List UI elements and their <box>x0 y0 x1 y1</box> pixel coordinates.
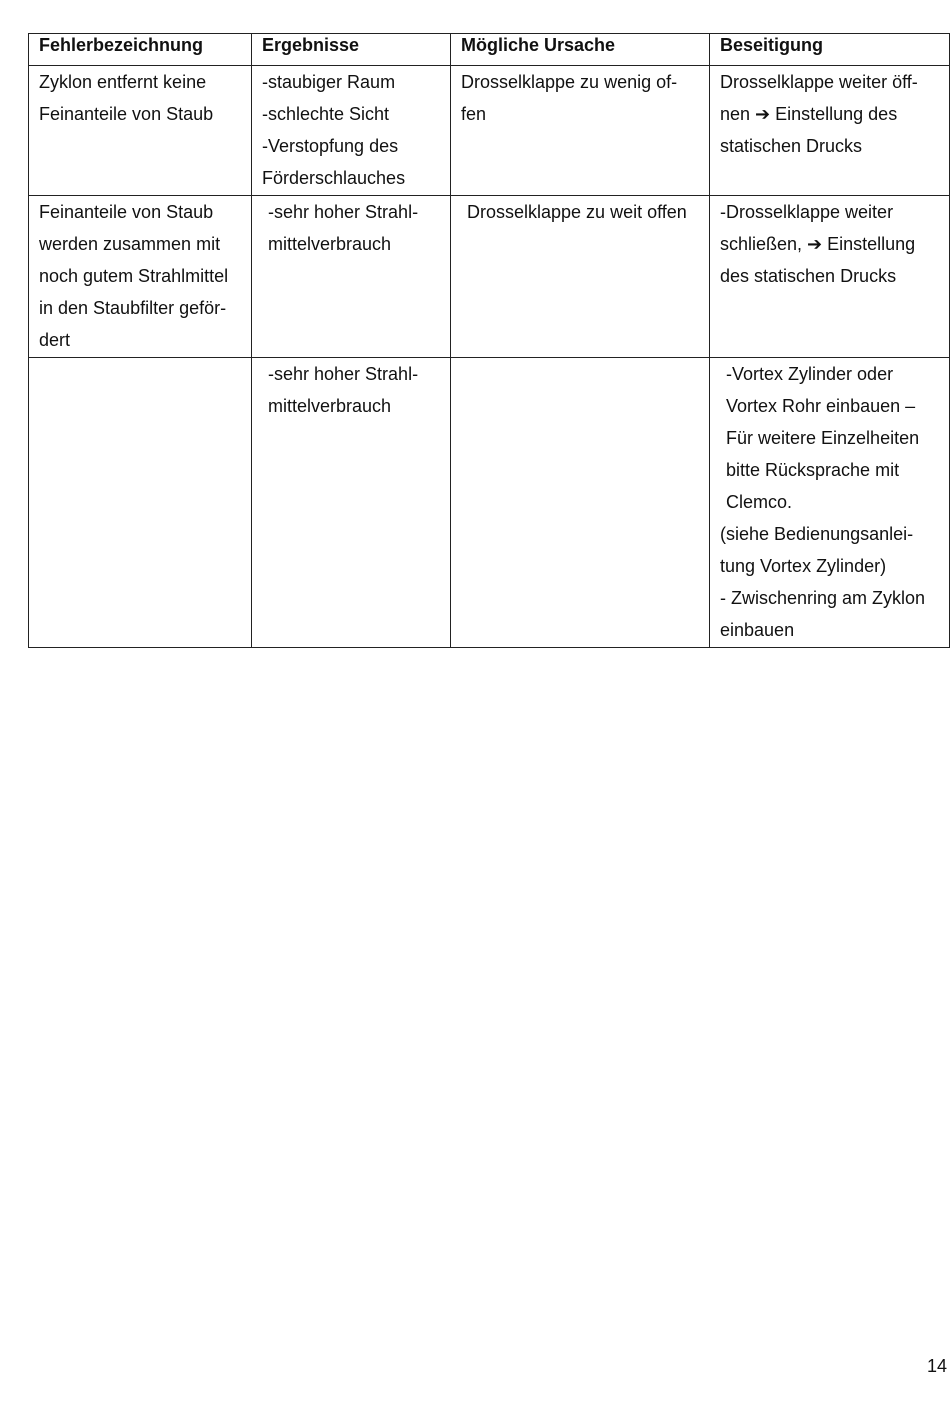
table-row <box>29 66 950 196</box>
cell-line: -staubiger Raum <box>262 72 396 92</box>
cell-line: Zyklon entfernt keine <box>39 72 207 92</box>
cell-line: Drosselklappe zu wenig of- <box>461 72 678 92</box>
cell-line: Drosselklappe zu weit offen <box>467 202 687 222</box>
cell-line: Feinanteile von Staub <box>39 104 214 124</box>
cell-line: noch gutem Strahlmittel <box>39 266 229 286</box>
page-number: 14 <box>926 1356 947 1376</box>
cell-ursache <box>451 196 710 358</box>
cell-fehler <box>29 66 252 196</box>
cell-line: nen ➔ Einstellung des <box>720 104 898 124</box>
header-fehlerbezeichnung: Fehlerbezeichnung <box>29 34 252 66</box>
cell-beseitigung <box>710 66 950 196</box>
cell-line: mittelverbrauch <box>268 396 392 416</box>
cell-line: dert <box>39 330 71 350</box>
table-row <box>29 358 950 648</box>
cell-line: Förderschlauches <box>262 168 406 188</box>
cell-line: fen <box>461 104 487 124</box>
cell-beseitigung <box>710 358 950 648</box>
troubleshooting-table <box>28 33 950 648</box>
cell-beseitigung <box>710 196 950 358</box>
cell-line: Drosselklappe weiter öff- <box>720 72 918 92</box>
cell-line: -sehr hoher Strahl- <box>268 364 419 384</box>
cell-line: in den Staubfilter geför- <box>39 298 227 318</box>
cell-line: -schlechte Sicht <box>262 104 390 124</box>
header-ergebnisse: Ergebnisse <box>252 34 451 66</box>
cell-line: werden zusammen mit <box>39 234 221 254</box>
cell-line: Für weitere Einzelheiten <box>726 428 920 448</box>
cell-line: einbauen <box>720 620 795 640</box>
cell-line: tung Vortex Zylinder) <box>720 556 887 576</box>
table-row <box>29 196 950 358</box>
cell-line: schließen, ➔ Einstellung <box>720 234 916 254</box>
cell-line: -Verstopfung des <box>262 136 399 156</box>
cell-fehler <box>29 196 252 358</box>
cell-line: mittelverbrauch <box>268 234 392 254</box>
cell-ursache <box>451 66 710 196</box>
cell-line: - Zwischenring am Zyklon <box>720 588 926 608</box>
cell-line: statischen Drucks <box>720 136 863 156</box>
cell-line: -Drosselklappe weiter <box>720 202 894 222</box>
cell-ergebnisse <box>252 196 451 358</box>
cell-ursache-empty <box>451 358 710 648</box>
cell-line: (siehe Bedienungsanlei- <box>720 524 914 544</box>
cell-line: des statischen Drucks <box>720 266 897 286</box>
cell-line: Clemco. <box>726 492 793 512</box>
cell-line: Vortex Rohr einbauen – <box>726 396 916 416</box>
cell-line: bitte Rücksprache mit <box>726 460 900 480</box>
table-header-row <box>29 34 950 66</box>
cell-ergebnisse <box>252 66 451 196</box>
cell-line: -Vortex Zylinder oder <box>726 364 894 384</box>
cell-ergebnisse <box>252 358 451 648</box>
cell-line: Feinanteile von Staub <box>39 202 214 222</box>
cell-line: -sehr hoher Strahl- <box>268 202 419 222</box>
header-beseitigung: Beseitigung <box>710 34 950 66</box>
header-moegliche-ursache: Mögliche Ursache <box>451 34 710 66</box>
cell-fehler-empty <box>29 358 252 648</box>
